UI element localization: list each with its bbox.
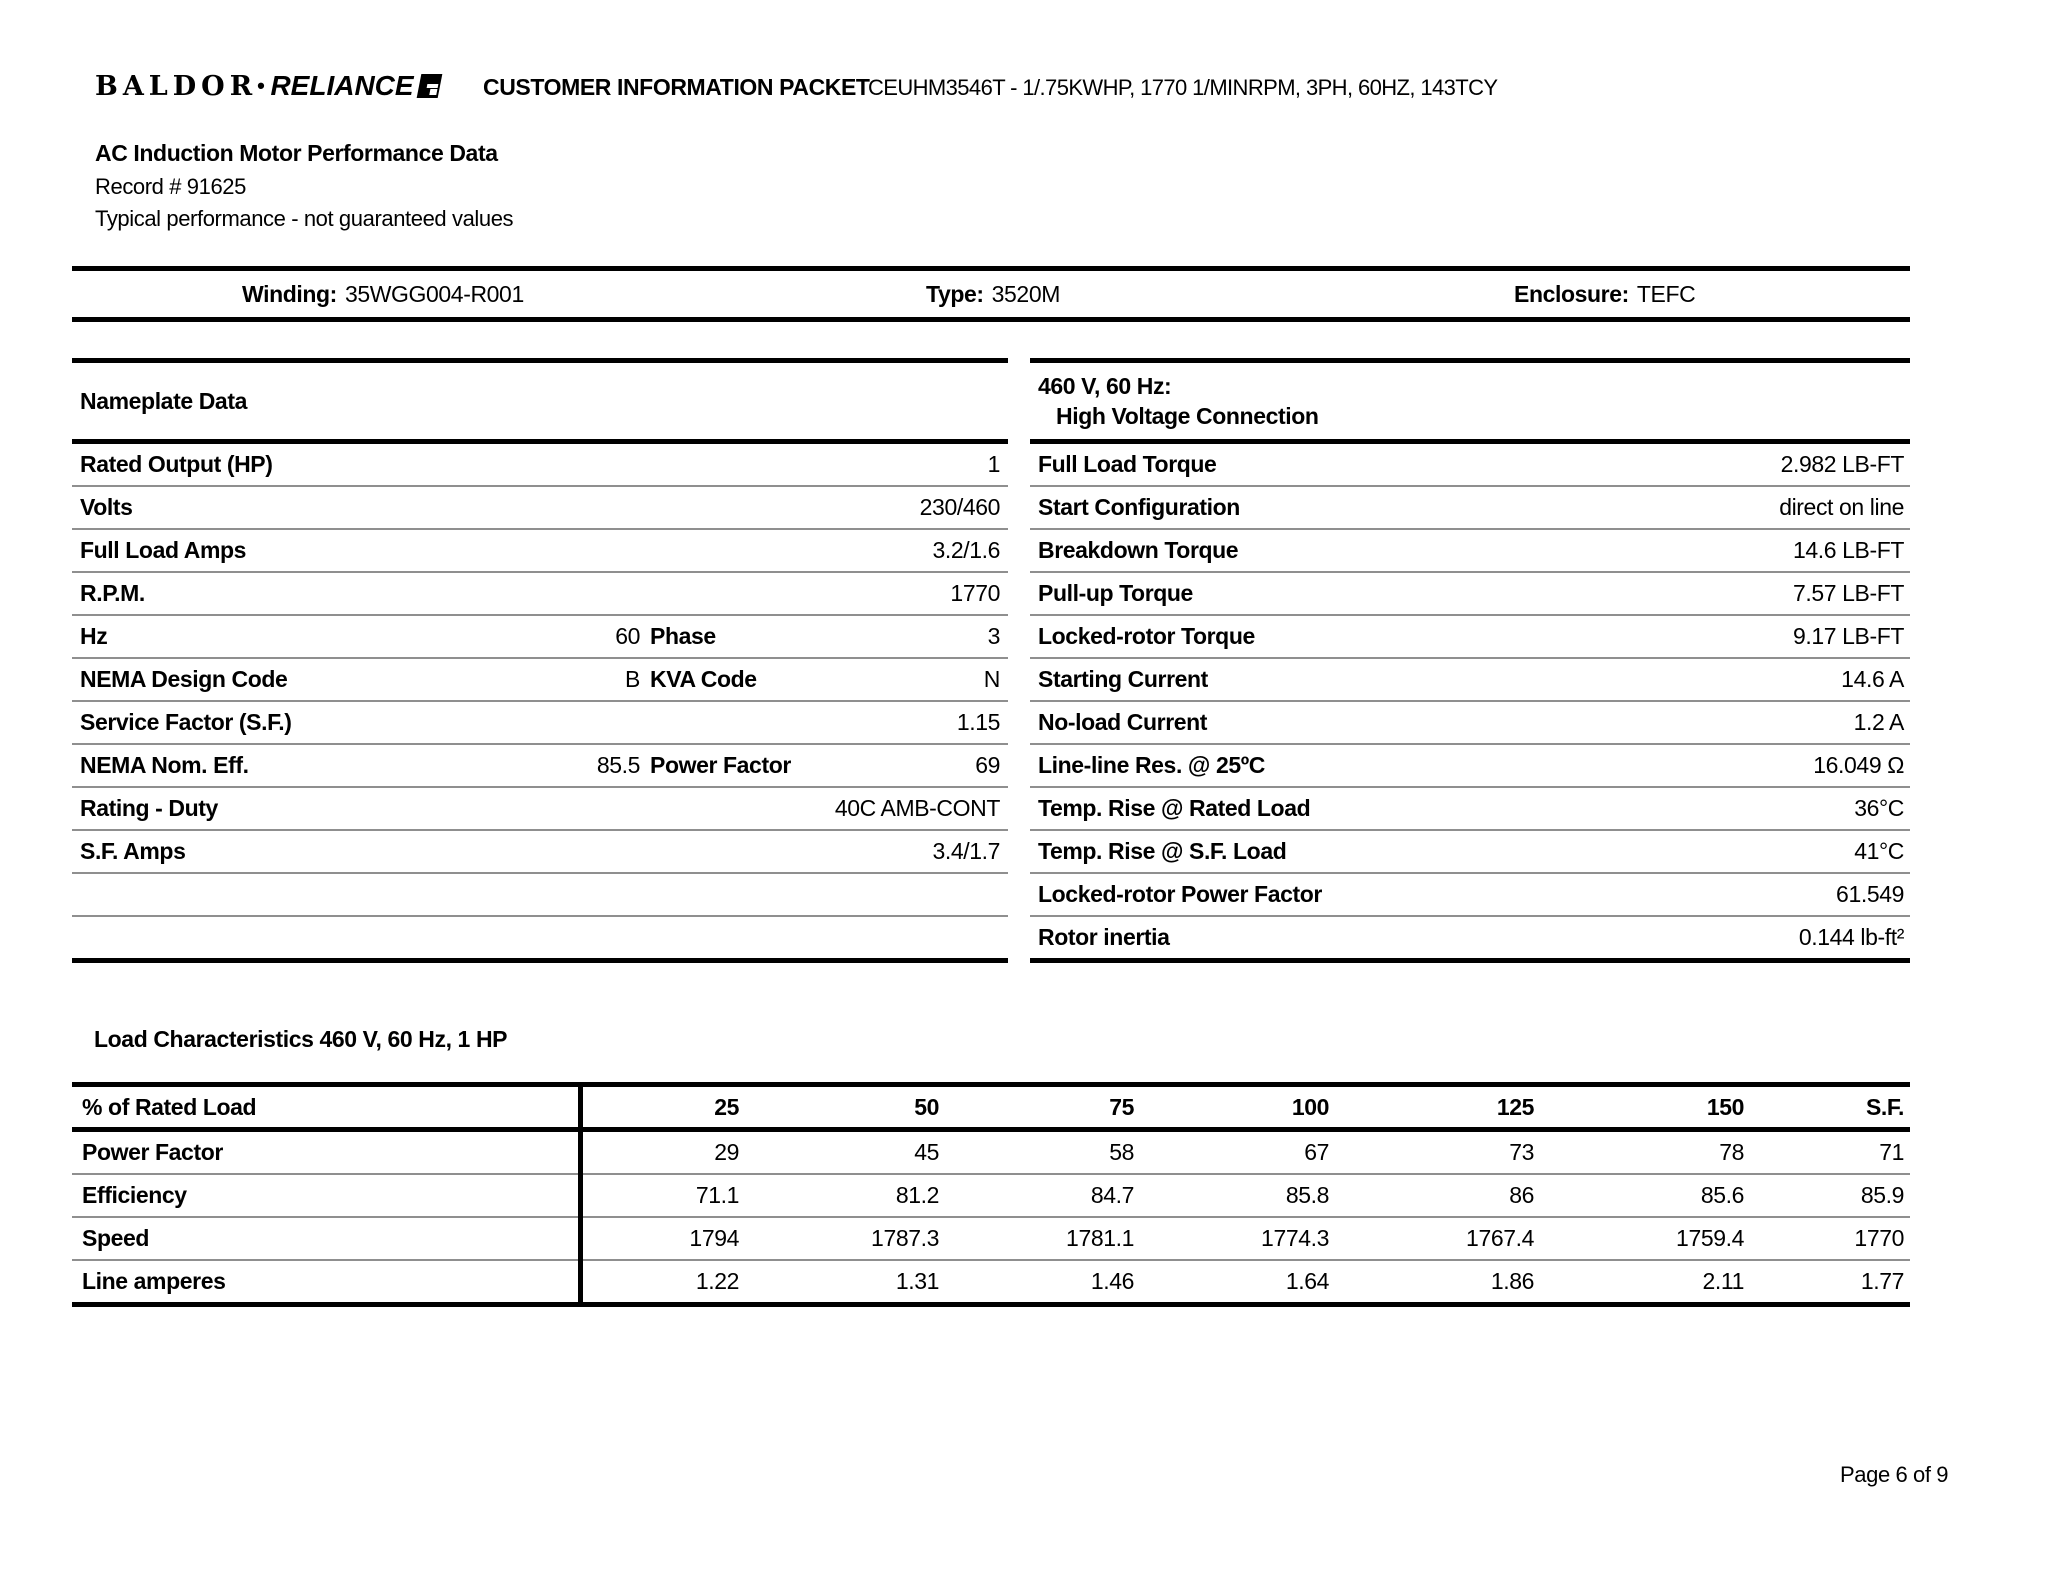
record-number: Record # 91625 <box>95 174 246 199</box>
cell-value: 85.9 <box>1860 1182 1904 1208</box>
cell-value: 1.31 <box>895 1268 939 1294</box>
table-row <box>72 788 1008 831</box>
high-voltage-connection-table <box>1030 358 1910 963</box>
load-characteristics-table <box>72 1082 1910 1307</box>
table-row <box>72 1132 1910 1175</box>
cell-value: 29 <box>714 1139 739 1165</box>
row-label: Hz <box>80 623 108 649</box>
table-row <box>1030 444 1910 487</box>
table-row <box>72 487 1008 530</box>
table-row <box>1030 616 1910 659</box>
type-field <box>926 271 1060 317</box>
enclosure-label: Enclosure: <box>1514 281 1629 307</box>
column-header: S.F. <box>1865 1094 1904 1120</box>
row-label: Locked-rotor Power Factor <box>1038 881 1322 907</box>
cell-value: 45 <box>914 1139 939 1165</box>
table-row <box>72 573 1008 616</box>
row-label: Rating - Duty <box>80 795 218 821</box>
row-value: 7.57 LB-FT <box>1792 580 1904 606</box>
cell-value: 85.6 <box>1700 1182 1744 1208</box>
table-row <box>1030 788 1910 831</box>
cell-value: 86 <box>1509 1182 1534 1208</box>
table-row <box>1030 659 1910 702</box>
row-value: 41°C <box>1854 838 1904 864</box>
row-value: 2.982 LB-FT <box>1780 451 1904 477</box>
table-row <box>72 1218 1910 1261</box>
row-label: Rated Output (HP) <box>80 451 273 477</box>
row-label: No-load Current <box>1038 709 1208 735</box>
cell-value: 2.11 <box>1702 1268 1744 1294</box>
row-value: 1.15 <box>956 709 1000 735</box>
row-value: N <box>983 666 1000 692</box>
connection-table-header <box>1030 363 1910 444</box>
cell-value: 84.7 <box>1090 1182 1134 1208</box>
row-label: Pull-up Torque <box>1038 580 1193 606</box>
load-table-divider <box>578 1087 583 1302</box>
column-header: 100 <box>1291 1094 1329 1120</box>
row-value: 61.549 <box>1836 881 1904 907</box>
type-value: 3520M <box>991 281 1060 307</box>
cell-value: 1.46 <box>1090 1268 1134 1294</box>
table-row-empty <box>72 917 1008 958</box>
table-row <box>1030 874 1910 917</box>
row-label: Service Factor (S.F.) <box>80 709 292 735</box>
row-value: 9.17 LB-FT <box>1792 623 1904 649</box>
winding-field <box>242 271 524 317</box>
row-label: Full Load Amps <box>80 537 247 563</box>
cell-value: 1.64 <box>1285 1268 1329 1294</box>
cell-value: 1.22 <box>695 1268 739 1294</box>
table-row <box>72 530 1008 573</box>
winding-value: 35WGG004-R001 <box>344 281 524 307</box>
row-mid-label: KVA Code <box>650 666 757 692</box>
column-header: 50 <box>914 1094 939 1120</box>
row-value: 14.6 A <box>1841 666 1904 692</box>
row-label: Rotor inertia <box>1038 924 1170 950</box>
winding-label: Winding: <box>242 281 337 307</box>
connection-header-line1: 460 V, 60 Hz: <box>1038 373 1172 399</box>
connection-header-line2: High Voltage Connection <box>1056 403 1319 429</box>
row-label: NEMA Design Code <box>80 666 288 692</box>
cell-value: 67 <box>1304 1139 1329 1165</box>
cell-value: 85.8 <box>1285 1182 1329 1208</box>
table-row <box>1030 530 1910 573</box>
cell-value: 1770 <box>1854 1225 1904 1251</box>
row-label: Line-line Res. @ 25ºC <box>1038 752 1265 778</box>
baldor-reliance-logo <box>95 70 440 102</box>
row-value: 69 <box>975 752 1000 778</box>
table-row <box>72 745 1008 788</box>
table-row <box>1030 702 1910 745</box>
table-row <box>72 444 1008 487</box>
cell-value: 71 <box>1879 1139 1904 1165</box>
motor-model-spec: CEUHM3546T - 1/.75KWHP, 1770 1/MINRPM, 3PH, 60HZ, 143TCY <box>868 75 1498 100</box>
column-header: 125 <box>1496 1094 1534 1120</box>
table-row <box>72 702 1008 745</box>
cell-value: 1781.1 <box>1066 1225 1134 1251</box>
table-row <box>72 831 1008 874</box>
row-mid-label: Power Factor <box>650 752 791 778</box>
row-value: 1 <box>987 451 1000 477</box>
row-label: NEMA Nom. Eff. <box>80 752 249 778</box>
row-label: Breakdown Torque <box>1038 537 1239 563</box>
row-value: 36°C <box>1854 795 1904 821</box>
row-label: Volts <box>80 494 133 520</box>
cell-value: 78 <box>1719 1139 1744 1165</box>
logo-baldor-text: BALDOR <box>95 70 258 102</box>
row-mid-value: B <box>625 666 640 692</box>
nameplate-data-table <box>72 358 1008 963</box>
table-row <box>72 616 1008 659</box>
row-label: Full Load Torque <box>1038 451 1217 477</box>
cell-value: 1759.4 <box>1676 1225 1744 1251</box>
page-title: AC Induction Motor Performance Data <box>95 140 498 166</box>
nameplate-table-header <box>72 363 1008 444</box>
cell-value: 1.77 <box>1860 1268 1904 1294</box>
row-mid-value: 60 <box>615 623 640 649</box>
row-label: Temp. Rise @ Rated Load <box>1038 795 1311 821</box>
row-label: Starting Current <box>1038 666 1208 692</box>
row-label: Speed <box>82 1225 150 1251</box>
column-header: % of Rated Load <box>82 1094 257 1120</box>
cell-value: 71.1 <box>695 1182 739 1208</box>
table-row-empty <box>72 874 1008 917</box>
enclosure-field <box>1514 271 1695 317</box>
table-row <box>72 1261 1910 1302</box>
table-row <box>72 1175 1910 1218</box>
cell-value: 1.86 <box>1490 1268 1534 1294</box>
cell-value: 1794 <box>689 1225 739 1251</box>
table-row <box>72 659 1008 702</box>
enclosure-value: TEFC <box>1636 281 1696 307</box>
cell-value: 1787.3 <box>871 1225 939 1251</box>
table-row <box>1030 917 1910 958</box>
row-label: Line amperes <box>82 1268 226 1294</box>
row-value: direct on line <box>1779 494 1904 520</box>
row-value: 230/460 <box>919 494 1000 520</box>
column-header: 75 <box>1109 1094 1134 1120</box>
row-label: Power Factor <box>82 1139 223 1165</box>
page-number: Page 6 of 9 <box>1840 1462 1949 1487</box>
row-value: 3.2/1.6 <box>932 537 1000 563</box>
row-value: 3 <box>987 623 1000 649</box>
row-label: R.P.M. <box>80 580 145 606</box>
row-label: Efficiency <box>82 1182 187 1208</box>
nameplate-table-title: Nameplate Data <box>80 388 247 414</box>
load-characteristics-title: Load Characteristics 460 V, 60 Hz, 1 HP <box>94 1026 508 1052</box>
disclaimer-note: Typical performance - not guaranteed values <box>95 206 514 231</box>
row-mid-value: 85.5 <box>596 752 640 778</box>
cell-value: 1774.3 <box>1261 1225 1329 1251</box>
row-value: 0.144 lb-ft² <box>1798 924 1904 950</box>
column-header: 25 <box>714 1094 739 1120</box>
row-value: 1.2 A <box>1853 709 1904 735</box>
row-value: 16.049 Ω <box>1813 752 1904 778</box>
row-value: 40C AMB-CONT <box>834 795 1000 821</box>
row-value: 1770 <box>950 580 1000 606</box>
column-header: 150 <box>1706 1094 1744 1120</box>
cell-value: 73 <box>1509 1139 1534 1165</box>
logo-separator-dot: • <box>257 73 265 98</box>
row-mid-label: Phase <box>650 623 716 649</box>
row-label: Start Configuration <box>1038 494 1240 520</box>
table-row <box>1030 745 1910 788</box>
row-value: 3.4/1.7 <box>932 838 1000 864</box>
cell-value: 81.2 <box>895 1182 939 1208</box>
load-table-header-row <box>72 1087 1910 1132</box>
row-label: Locked-rotor Torque <box>1038 623 1255 649</box>
row-label: S.F. Amps <box>80 838 186 864</box>
table-row <box>1030 573 1910 616</box>
cell-value: 1767.4 <box>1466 1225 1534 1251</box>
cell-value: 58 <box>1109 1139 1134 1165</box>
type-label: Type: <box>926 281 984 307</box>
row-value: 14.6 LB-FT <box>1792 537 1904 563</box>
table-row <box>1030 487 1910 530</box>
logo-mark-icon <box>416 74 442 98</box>
packet-title: CUSTOMER INFORMATION PACKET <box>483 74 870 100</box>
winding-band <box>72 266 1910 322</box>
row-label: Temp. Rise @ S.F. Load <box>1038 838 1287 864</box>
logo-reliance-text: RELIANCE <box>270 70 414 101</box>
table-row <box>1030 831 1910 874</box>
